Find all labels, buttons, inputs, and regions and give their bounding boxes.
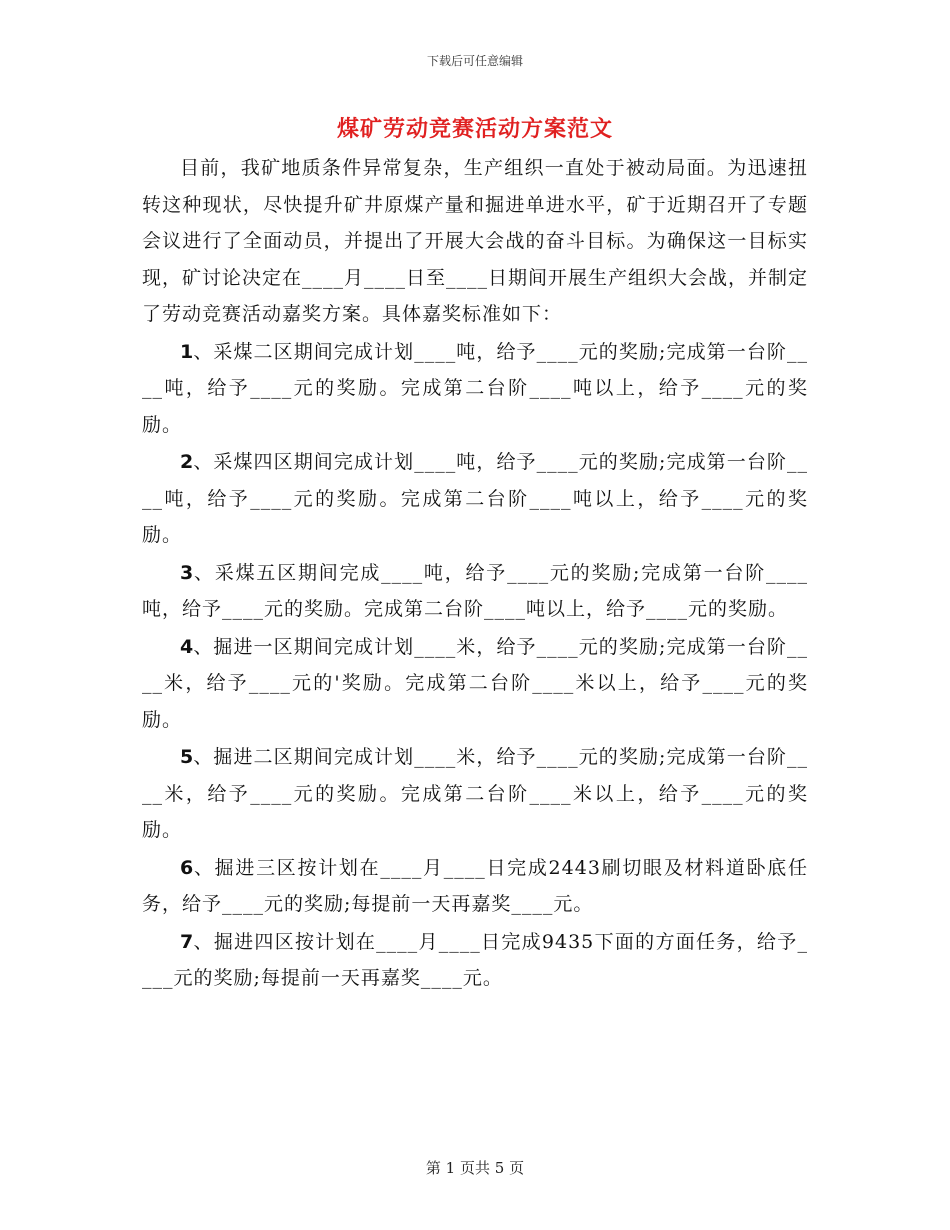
page-number: 第 1 页共 5 页 [425, 1159, 525, 1177]
item-text: 、采煤五区期间完成____吨，给予____元的奖励;完成第一台阶____吨，给予____元的奖励。完成第二台阶____吨以上，给予____元的奖励。 [142, 561, 808, 620]
list-item [142, 629, 808, 739]
list-item [142, 924, 808, 997]
page-header-note: 下载后可任意编辑 [426, 54, 523, 68]
item-number: 1 [180, 340, 194, 363]
item-text: 、掘进一区期间完成计划____米，给予____元的奖励;完成第一台阶____米，给予____元的'奖励。完成第二台阶____米以上，给予____元的奖励。 [142, 635, 808, 731]
list-item [142, 739, 808, 849]
item-number: 5 [180, 746, 194, 768]
item-number: 3 [180, 561, 194, 584]
list-item [142, 850, 808, 923]
item-number: 2 [180, 451, 194, 473]
list-item [142, 555, 808, 628]
item-number: 6 [180, 856, 194, 879]
item-number: 7 [180, 930, 194, 953]
list-item [142, 444, 808, 554]
item-text: 、采煤四区期间完成计划____吨，给予____元的奖励;完成第一台阶____吨，给予____元的奖励。完成第二台阶____吨以上，给予____元的奖励。 [142, 451, 808, 546]
item-text: 、掘进四区按计划在____月____日完成9435下面的方面任务，给予____元的奖励;每提前一天再嘉奖____元。 [142, 930, 808, 989]
document-body [142, 150, 808, 997]
item-text: 、掘进三区按计划在____月____日完成2443刷切眼及材料道卧底任务，给予____元的奖励;每提前一天再嘉奖____元。 [142, 856, 808, 915]
item-text: 、采煤二区期间完成计划____吨，给予____元的奖励;完成第一台阶____吨，给予____元的奖励。完成第二台阶____吨以上，给予____元的奖励。 [142, 340, 808, 436]
item-number: 4 [180, 635, 194, 658]
document-title: 煤矿劳动竞赛活动方案范文 [336, 116, 613, 142]
list-item [142, 334, 808, 444]
intro-paragraph: 目前，我矿地质条件异常复杂，生产组织一直处于被动局面。为迅速扭转这种现状，尽快提升矿井原煤产量和掘进单进水平，矿于近期召开了专题会议进行了全面动员，并提出了开展大会战的奋斗目标。为确保这一目标实现，矿讨论决定在____月____日至____日期间开展生产组织大会战，并制定了劳动竞赛活动嘉奖方案。具体嘉奖标准如下： [142, 157, 809, 325]
item-text: 、掘进二区期间完成计划____米，给予____元的奖励;完成第一台阶____米，给予____元的奖励。完成第二台阶____米以上，给予____元的奖励。 [142, 746, 808, 841]
